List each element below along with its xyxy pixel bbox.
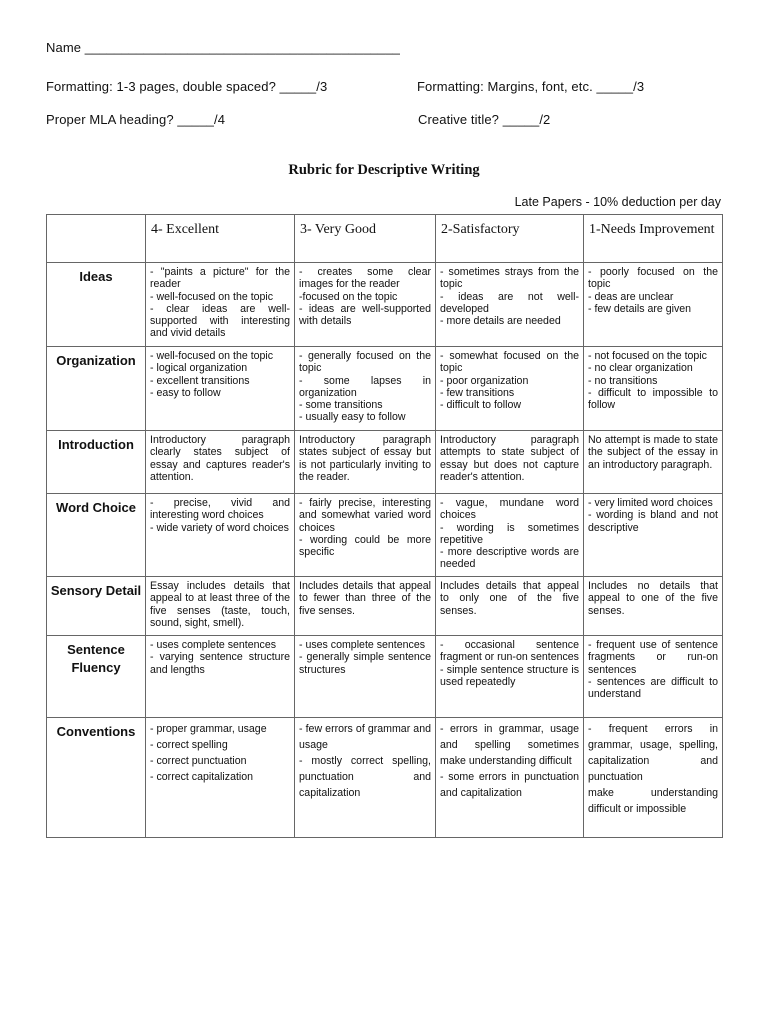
rubric-cell-line: Includes no details that appeal to one of the five senses. [588,580,718,617]
rubric-cell [436,431,584,494]
rubric-cell-line: Essay includes details that appeal to at least three of the five senses (taste, touch, sound, sight, smell). [150,580,290,629]
rubric-cell-line: - difficult to impossible to follow [588,386,718,412]
rubric-cell [436,263,584,347]
rubric-cell [584,263,723,347]
rubric-cell [146,347,295,431]
late-policy: Late Papers - 10% deduction per day [514,195,721,209]
header-corner [47,215,146,263]
category-label: Introduction [47,431,146,494]
name-line: Name ___________________________________________ [46,40,400,55]
category-label: Ideas [47,263,146,347]
rubric-cell-line: - errors in grammar, usage and spelling sometimes make understanding difficult [440,723,579,767]
rubric-cell-line: - generally simple sentence structures [299,651,431,676]
rubric-cell-line: - no clear organization [588,362,693,375]
rubric-cell [584,636,723,718]
rubric-cell-line: - ideas are well-supported with details [299,302,431,328]
rubric-cell-line: - simple sentence structure is used repeatedly [440,663,579,688]
rubric-cell [295,636,436,718]
header-excellent: 4- Excellent [146,215,295,263]
rubric-cell-line: Includes details that appeal to only one of the five senses. [440,580,579,617]
rubric-cell-line: - occasional sentence fragment or run-on sentences [440,639,579,664]
rubric-cell [584,431,723,494]
rubric-title: Rubric for Descriptive Writing [288,162,480,178]
rubric-cell [584,718,723,838]
rubric-cell [584,494,723,577]
rubric-cell-line: - proper grammar, usage [150,723,267,735]
rubric-cell [146,718,295,838]
rubric-row [47,577,723,636]
mla-heading-score: Proper MLA heading? _____/4 [46,112,226,127]
rubric-cell-line: - fairly precise, interesting and somewhat varied word choices [299,497,431,534]
rubric-cell-line: - wide variety of word choices [150,521,289,534]
rubric-cell-line: - well-focused on the topic [150,350,274,362]
rubric-cell-line: Includes details that appeal to fewer than three of the five senses. [299,580,431,617]
rubric-cell-line: - poorly focused on the topic [588,266,718,291]
rubric-cell-line: - creates some clear images for the reader [299,266,431,291]
rubric-cell-line: - poor organization [440,374,529,387]
rubric-cell [436,718,584,838]
rubric-cell [295,431,436,494]
rubric-cell [295,577,436,636]
rubric-cell [146,431,295,494]
rubric-cell-line: - some transitions [299,399,383,412]
rubric-cell [436,494,584,577]
rubric-cell-line: - generally focused on the topic [299,350,431,375]
rubric-table [46,214,723,838]
creative-title-score: Creative title? _____/2 [418,112,551,127]
rubric-cell-line: - well-focused on the topic [150,290,274,303]
rubric-cell [436,347,584,431]
rubric-cell [584,347,723,431]
rubric-cell-line: No attempt is made to state the subject of the essay in an introductory paragraph. [588,434,718,471]
rubric-cell [295,718,436,838]
rubric-cell [436,577,584,636]
rubric-cell-line: - some errors in punctuation and capitalization [440,771,579,799]
formatting-margins-score: Formatting: Margins, font, etc. _____/3 [417,79,645,94]
rubric-cell-line: - easy to follow [150,386,221,399]
rubric-row [47,263,723,347]
rubric-cell-line: - uses complete sentences [150,639,277,651]
formatting-pages-score: Formatting: 1-3 pages, double spaced? _____/3 [46,79,328,94]
rubric-cell-line: Introductory paragraph attempts to state subject of essay but does not capture reader's attention. [440,434,579,483]
rubric-cell [295,494,436,577]
header-needs-improvement: 1-Needs Improvement [584,215,723,263]
category-label: Word Choice [47,494,146,577]
rubric-cell-line: - more details are needed [440,315,561,328]
rubric-cell-line: - wording is bland and not descriptive [588,509,718,534]
rubric-cell [146,636,295,718]
rubric-cell-line: - not focused on the topic [588,350,707,362]
rubric-cell-line: - varying sentence structure and lengths [150,651,290,676]
rubric-cell-line: - frequent errors in grammar, usage, spelling, capitalization and punctuation [588,723,718,783]
rubric-cell [146,494,295,577]
rubric-cell-line: Introductory paragraph states subject of essay but is not particularly inviting to the reader. [299,434,431,483]
rubric-row [47,718,723,838]
rubric-cell-line: - logical organization [150,362,248,375]
rubric-cell-line: - correct punctuation [150,755,247,767]
rubric-cell-line: - some lapses in organization [299,374,431,399]
rubric-cell [436,636,584,718]
category-label: Sensory Detail [47,577,146,636]
rubric-cell-line: - wording could be more specific [299,533,431,559]
rubric-row [47,494,723,577]
rubric-cell-line: - clear ideas are well-supported with interesting and vivid details [150,302,290,340]
rubric-cell-line: make understanding difficult or impossible [588,787,718,815]
rubric-header-row [47,215,723,263]
rubric-cell-line: -focused on the topic [299,290,398,303]
rubric-row [47,347,723,431]
rubric-cell [146,263,295,347]
rubric-row [47,636,723,718]
rubric-cell-line: - correct capitalization [150,771,254,783]
rubric-cell-line: - uses complete sentences [299,639,426,651]
rubric-cell [295,347,436,431]
rubric-cell [584,577,723,636]
rubric-cell [295,263,436,347]
rubric-cell-line: - sentences are difficult to understand [588,675,718,701]
rubric-cell-line: - "paints a picture" for the reader [150,266,290,291]
rubric-cell-line: - frequent use of sentence fragments or run-on sentences [588,639,718,676]
header-satisfactory: 2-Satisfactory [436,215,584,263]
rubric-row [47,431,723,494]
rubric-cell-line: - vague, mundane word choices [440,497,579,522]
rubric-cell-line: - difficult to follow [440,399,522,412]
rubric-cell-line: - deas are unclear [588,290,674,303]
rubric-cell-line: - ideas are not well-developed [440,290,579,315]
rubric-cell-line: - mostly correct spelling, punctuation and capitalization [299,755,431,799]
rubric-cell-line: - few transitions [440,386,515,399]
rubric-cell-line: Introductory paragraph clearly states subject of essay and captures reader's attention. [150,434,290,483]
category-label: Conventions [47,718,146,838]
rubric-cell-line: - somewhat focused on the topic [440,350,579,375]
category-label: Organization [47,347,146,431]
rubric-cell-line: - correct spelling [150,739,228,751]
rubric-cell [146,577,295,636]
rubric-cell-line: - no transitions [588,374,658,387]
rubric-cell-line: - more descriptive words are needed [440,546,579,571]
rubric-cell-line: - few details are given [588,302,692,315]
rubric-cell-line: - few errors of grammar and usage [299,723,431,751]
rubric-cell-line: - very limited word choices [588,497,713,509]
rubric-cell-line: - excellent transitions [150,374,250,387]
header-very-good: 3- Very Good [295,215,436,263]
rubric-cell-line: - usually easy to follow [299,411,406,424]
category-label: Sentence Fluency [47,636,146,718]
rubric-cell-line: - wording is sometimes repetitive [440,521,579,546]
rubric-cell-line: - sometimes strays from the topic [440,266,579,291]
rubric-cell-line: - precise, vivid and interesting word choices [150,497,290,522]
